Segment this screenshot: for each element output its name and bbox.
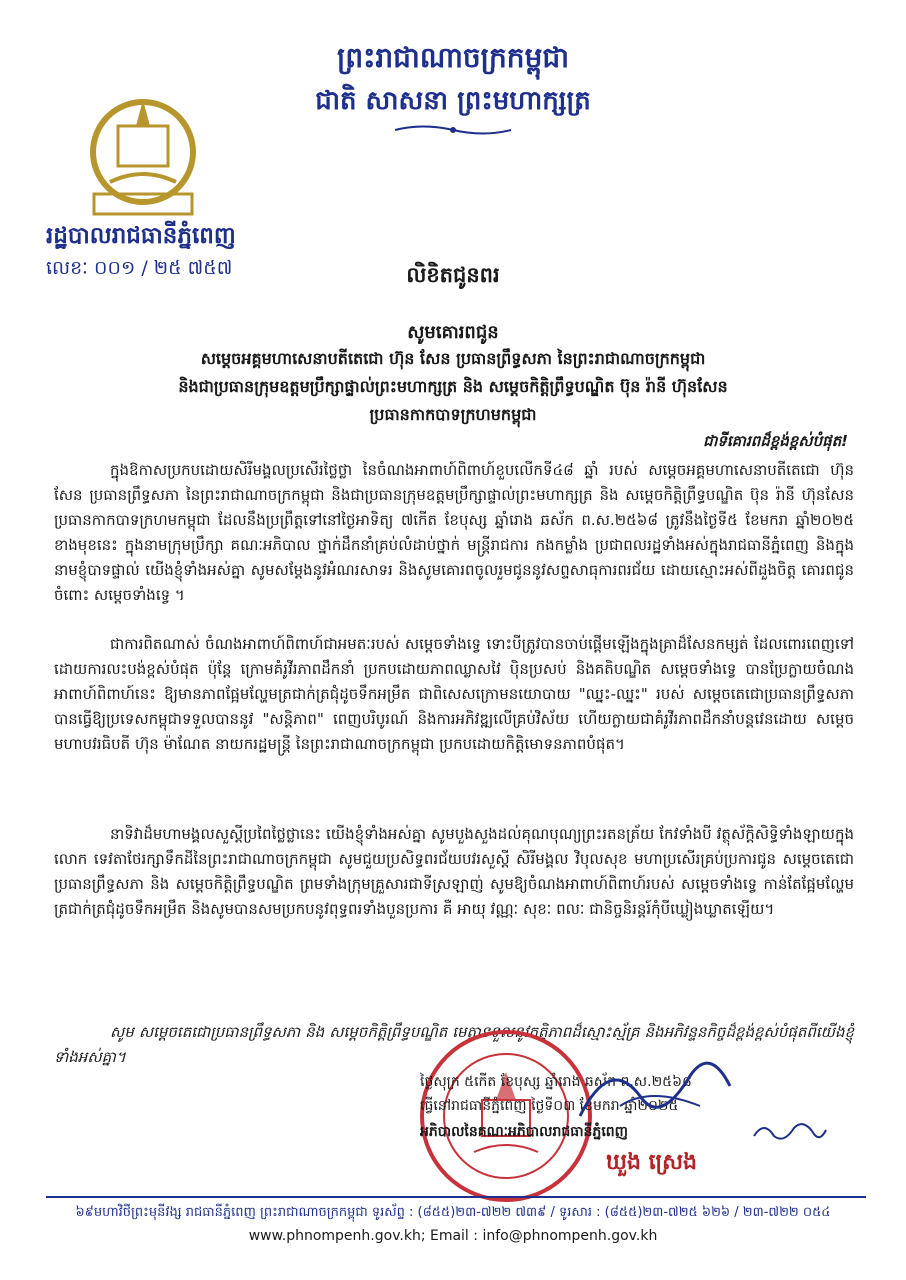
handwritten-signature-icon: [560, 1036, 760, 1136]
reference-number: លេខៈ ០០១ / ២៥ ៧៥៧: [46, 257, 233, 279]
office-name: រដ្ឋបាលរាជធានីភ្នំពេញ: [46, 223, 236, 249]
closing-paragraph: សូម សម្តេចតេជោប្រធានព្រឹទ្ធសភា និង សម្តេចកិត្តិព្រឹទ្ធបណ្ឌិត មេត្តាទទួលនូវកត្តិភាពដ៏ស្មោះស្ម័គ្រ និងអភិវន្ទនកិច្ចដ៏ខ្ពង់ខ្ពស់បំផុតពីយើងខ្ញុំទាំងអស់គ្នា។: [54, 1023, 854, 1066]
footer-address: ៦៩មហាវិថីព្រះមុនីវង្ស រាជធានីភ្នំពេញ ព្រះរាជាណាចក្រកម្ពុជា ទូរស័ព្ទ : (៨៥៥)២៣-៧២២ ៧៣៩ / ទូរសារ : (៨៥៥)២៣-៧២៥ ៦២៦ / ២៣-៧២២ ០៥៤: [75, 1205, 831, 1220]
signer-title: អភិបាលនៃគណៈអភិបាលរាជធានីភ្នំពេញ: [420, 1124, 628, 1140]
national-motto: ជាតិ សាសនា ព្រះមហាក្សត្រ: [315, 86, 591, 116]
body-paragraph: នាទិវាដ៏មហាមង្គលសួស្តីប្រពៃថ្លៃថ្លានេះ យើងខ្ញុំទាំងអស់គ្នា សូមបួងសួងដល់គុណបុណ្យព្រះរតនត្រ័យ កែវទាំងបី វត្ថុស័ក្តិសិទ្ធិទាំងឡាយក្នុងលោក ទេវតាថែរក្សាទឹកដីនៃព្រះរាជាណាចក្រកម្ពុជា សូមជួយប្រសិទ្ធពរជ័យបវរសួស្តី សិរីមង្គល វិបុលសុខ មហាប្រសើរគ្រប់ប្រការជូន សម្តេចតេជោប្រធានព្រឹទ្ធសភា និង សម្តេចកិត្តិព្រឹទ្ធបណ្ឌិត ព្រមទាំងក្រុមគ្រួសារជាទីស្រឡាញ់ សូមឱ្យចំណងអាពាហ៍ពិពាហ៍របស់ សម្តេចទាំងទ្វេ កាន់តែផ្អែមល្ហែមត្រជាក់ត្រជុំដូចទឹកអម្រឹត និងសូមបានសមប្រកបនូវពុទ្ធពរទាំងបួនប្រការ គឺ អាយុ វណ្ណៈ សុខៈ ពលៈ ជានិច្ចនិរន្តរ៍កុំបីឃ្លៀងឃ្លាតឡើយ។: [54, 825, 854, 918]
salutation: ជាទីគោរពដ៏ខ្ពង់ខ្ពស់បំផុត!: [703, 432, 848, 450]
kingdom-title: ព្រះរាជាណាចក្រកម្ពុជា: [336, 41, 569, 74]
addressee-line: និងជាប្រធានក្រុមឧត្តមប្រឹក្សាផ្ទាល់ព្រះមហាក្សត្រ និង សម្តេចកិត្តិព្រឹទ្ធបណ្ឌិត ប៊ុន រ៉ានី ហ៊ុនសែន: [178, 377, 728, 396]
body-paragraph: ក្នុងឱកាសប្រកបដោយសិរីមង្គលប្រសើរថ្លៃថ្លា នៃចំណងអាពាហ៍ពិពាហ៍ខួបលើកទី៤៨ ឆ្នាំ របស់ សម្តេចអគ្គមហាសេនាបតីតេជោ ហ៊ុន សែន ប្រធានព្រឹទ្ធសភា នៃព្រះរាជាណាចក្រកម្ពុជា និងជាប្រធានក្រុមឧត្តមប្រឹក្សាផ្ទាល់ព្រះមហាក្សត្រ និង សម្តេចកិត្តិព្រឹទ្ធបណ្ឌិត ប៊ុន រ៉ានី ហ៊ុនសែន ប្រធានកាកបាទក្រហមកម្ពុជា ដែលនឹងប្រព្រឹត្តទៅនៅថ្ងៃអាទិត្យ ៧កើត ខែបុស្ស ឆ្នាំរោង ឆស័ក ព.ស.២៥៦៨ ត្រូវនឹងថ្ងៃទី៥ ខែមករា ឆ្នាំ២០២៥ ខាងមុខនេះ ក្នុងនាមក្រុមប្រឹក្សា គណៈអភិបាល ថ្នាក់ដឹកនាំគ្រប់លំដាប់ថ្នាក់ មន្ត្រីរាជការ កងកម្លាំង ប្រជាពលរដ្ឋទាំងអស់ក្នុងរាជធានីភ្នំពេញ និងក្នុងនាមខ្ញុំបាទផ្ទាល់ យើងខ្ញុំទាំងអស់គ្នា សូមសម្តែងនូវអំណរសាទរ និងសូមគោរពចូលរួមជូននូវសព្ទសាធុការពរជ័យ ដោយស្មោះអស់ពីដួងចិត្ត គោរពជូនចំពោះ សម្តេចទាំងទ្វេ ។: [54, 461, 854, 604]
body-paragraph: ជាការពិតណាស់ ចំណងអាពាហ៍ពិពាហ៍ជាអមតៈរបស់ សម្តេចទាំងទ្វេ ទោះបីត្រូវបានចាប់ផ្តើមឡើងក្នុងគ្រាដ៏សែនកម្សត់ ដែលពោរពេញទៅដោយការលះបង់ខ្ពស់បំផុត ប៉ុន្តែ ក្រោមគំរូវីរភាពដឹកនាំ ប្រកបដោយភាពឈ្លាសវៃ ប៉ិនប្រសប់ និងគតិបណ្ឌិត សម្តេចទាំងទ្វេ បានប្រែក្លាយចំណងអាពាហ៍ពិពាហ៍នេះ ឱ្យមានភាពផ្អែមល្ហែមត្រជាក់ត្រជុំដូចទឹកអម្រឹត ជាពិសេសក្រោមនយោបាយ "ឈ្នះ-ឈ្នះ" របស់ សម្តេចតេជោប្រធានព្រឹទ្ធសភា បានធ្វើឱ្យប្រទេសកម្ពុជាទទួលបាននូវ "សន្តិភាព" ពេញបរិបូរណ៍ និងការអភិវឌ្ឍលើគ្រប់វិស័យ ហើយក្លាយជាគំរូវីរភាពដឹកនាំបន្តវេនដោយ សម្តេចមហាបវរធិបតី ហ៊ុន ម៉ាណែត នាយករដ្ឋមន្ត្រី នៃព្រះរាជាណាចក្រកម្ពុជា ប្រកបដោយកិត្តិមោទនភាពបំផុត។: [54, 635, 854, 753]
initials-icon: [750, 1116, 830, 1146]
footer-website-email: www.phnompenh.gov.kh; Email : info@phnompenh.gov.kh: [248, 1228, 658, 1244]
letter-title: លិខិតជូនពរ: [406, 263, 500, 287]
addressee-line: សម្តេចអគ្គមហាសេនាបតីតេជោ ហ៊ុន សែន ប្រធានព្រឹទ្ធសភា នៃព្រះរាជាណាចក្រកម្ពុជា: [200, 349, 706, 368]
signer-name: ឃួង ស្រេង: [606, 1150, 698, 1175]
respect-line: សូមគោរពជូន: [407, 322, 499, 343]
lunar-date: ថ្ងៃសុក្រ ៥កើត ខែបុស្ស ឆ្នាំរោង ឆស័ក ព.ស.២៥៦៨: [420, 1074, 692, 1090]
addressee-line: ប្រធានកាកបាទក្រហមកម្ពុជា: [369, 405, 537, 424]
footer-divider: [46, 1196, 866, 1198]
phnom-penh-logo-icon: [88, 86, 198, 218]
place-date: ធ្វើនៅរាជធានីភ្នំពេញ ថ្ងៃទី០៣ ខែមករា ឆ្នាំ២០២៥: [420, 1098, 679, 1114]
ornament-divider: [393, 121, 513, 139]
